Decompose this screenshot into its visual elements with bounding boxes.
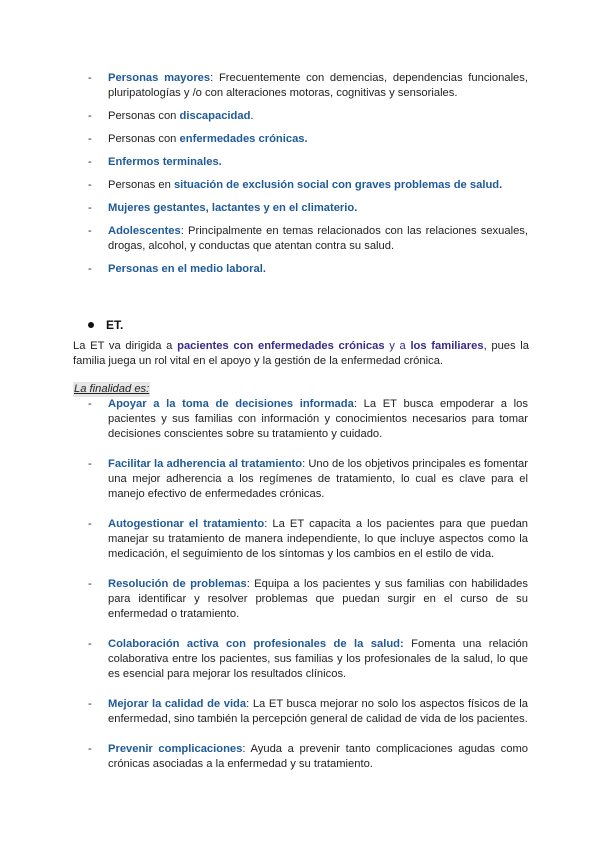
list-item [88, 155, 528, 170]
list-dash: - [88, 179, 92, 191]
item-term: Personas en el medio laboral. [108, 263, 266, 275]
intro-highlight: pacientes con enfermedades crónicas [177, 340, 385, 352]
item-text: . [250, 110, 254, 122]
intro-text: La ET va dirigida a [73, 340, 178, 352]
list-dash: - [88, 133, 92, 145]
item-text: : La ET busca empoderar a los pacientes y sus familias con información y conocimientos necesarios para tomar decisiones conscientes sobre su tratamiento y cuidado. [108, 398, 528, 440]
list-dash: - [88, 156, 92, 168]
intro-highlight: los familiares [410, 340, 484, 352]
list-dash: - [88, 263, 92, 275]
list-dash: - [88, 698, 92, 710]
intro-connector: y a [384, 340, 411, 352]
item-text: : La ET capacita a los pacientes para que puedan manejar su tratamiento de manera independiente, lo que incluye aspectos como la medicación, el seguimiento de los síntomas y los cambios en el estilo de vida. [108, 518, 529, 560]
list-item [88, 457, 528, 502]
list-dash: - [88, 578, 92, 590]
item-term: Colaboración activa con profesionales de la salud: [108, 638, 404, 650]
item-term: situación de exclusión social con graves problemas de salud. [173, 179, 503, 191]
list-item [88, 262, 528, 277]
item-term: Apoyar a la toma de decisiones informada [108, 398, 354, 410]
list-item [88, 71, 528, 101]
population-list [88, 71, 528, 285]
item-text: Fomenta una relación colaborativa entre los pacientes, sus familias y los profesionales de la salud, lo que es esencial para mejorar los resultados clínicos. [108, 638, 528, 680]
list-item [88, 577, 528, 622]
list-item [88, 132, 528, 147]
item-term: Mejorar la calidad de vida [108, 698, 247, 710]
list-dash: - [88, 225, 92, 237]
list-dash: - [88, 202, 92, 214]
list-dash: - [88, 518, 92, 530]
list-item [88, 109, 528, 124]
item-text: : La ET busca mejorar no solo los aspectos físicos de la enfermedad, sino también la percepción general de calidad de vida de los pacientes. [108, 698, 529, 725]
item-term: Prevenir complicaciones [108, 743, 243, 755]
bullet-dot-icon [88, 322, 94, 328]
item-prefix: Personas en [108, 179, 174, 191]
list-dash: - [88, 110, 92, 122]
item-term: Adolescentes [108, 225, 181, 237]
list-item [88, 178, 528, 193]
item-text: : Equipa a los pacientes y sus familias con habilidades para identificar y resolver problemas que puedan surgir en el curso de su enfermedad o tratamiento. [108, 578, 528, 620]
list-dash: - [88, 638, 92, 650]
list-item [88, 637, 528, 682]
item-term: Personas mayores [108, 72, 211, 84]
list-dash: - [88, 458, 92, 470]
item-term: Resolución de problemas [108, 578, 247, 590]
section-heading [88, 318, 123, 333]
list-dash: - [88, 72, 92, 84]
list-item [88, 517, 528, 562]
item-text: : Ayuda a prevenir tanto complicaciones agudas como crónicas asociadas a la enfermedad y su tratamiento. [108, 743, 528, 770]
finalidad-label: La finalidad es: [74, 383, 150, 395]
item-term: Facilitar la adherencia al tratamiento [108, 458, 303, 470]
list-item [88, 224, 528, 254]
item-term: enfermedades crónicas. [179, 133, 308, 145]
goals-list [88, 397, 528, 787]
item-text: : Frecuentemente con demencias, dependencias funcionales, pluripatologías y /o con alteraciones motoras, cognitivas y sensoriales. [108, 72, 528, 99]
list-item [88, 697, 528, 727]
list-item [88, 201, 528, 216]
item-prefix: Personas con [108, 133, 180, 145]
item-term: discapacidad [179, 110, 251, 122]
intro-text: , pues la familia juega un rol vital en el apoyo y la gestión de la enfermedad crónica. [73, 340, 530, 367]
list-item [88, 742, 528, 772]
intro-paragraph [73, 339, 529, 369]
list-dash: - [88, 398, 92, 410]
item-text: : Uno de los objetivos principales es fomentar una mejor adherencia a los regímenes de tratamiento, lo cual es clave para el manejo efectivo de enfermedades crónicas. [108, 458, 528, 500]
item-prefix: Personas con [108, 110, 180, 122]
section-heading-text: ET. [106, 318, 124, 332]
list-dash: - [88, 743, 92, 755]
item-text: : Principalmente en temas relacionados con las relaciones sexuales, drogas, alcohol, y conductas que atentan contra su salud. [108, 225, 528, 252]
item-term: Mujeres gestantes, lactantes y en el climaterio. [108, 202, 358, 214]
item-term: Enfermos terminales. [108, 156, 222, 168]
list-item [88, 397, 528, 442]
item-term: Autogestionar el tratamiento [108, 518, 265, 530]
